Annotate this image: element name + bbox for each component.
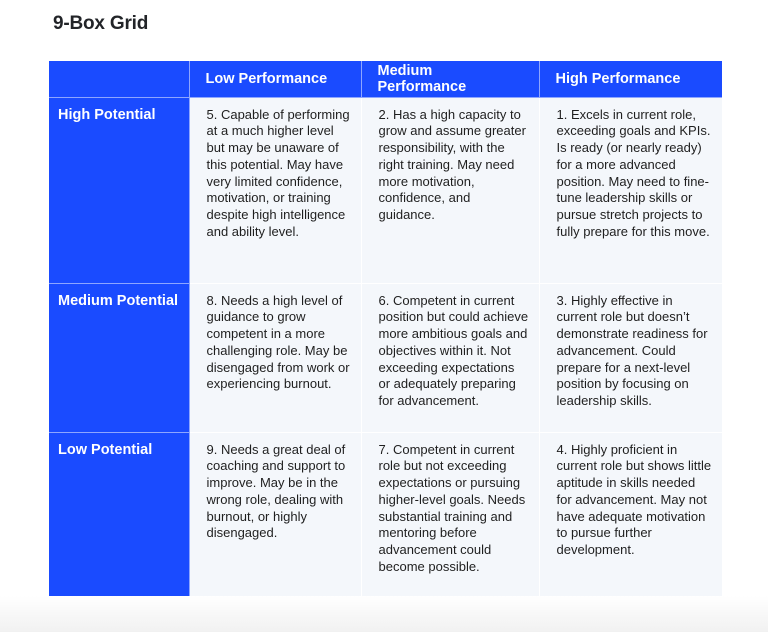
grid-cell-box-7: 7. Competent in current role but not exceeding expectations or pursuing higher-level goals. Needs substantial training and mentoring before advancement could become possible.: [361, 432, 539, 599]
column-header-medium-performance: Medium Performance: [361, 61, 539, 97]
grid-cell-box-5: 5. Capable of performing at a much higher level but may be unaware of this potential. May have very limited confidence, motivation, or training despite high intelligence and ability level.: [189, 97, 361, 283]
page-title: 9-Box Grid: [53, 13, 149, 34]
grid-cell-box-2: 2. Has a high capacity to grow and assume greater responsibility, with the right training. May need more motivation, confidence, and guidance.: [361, 97, 539, 283]
row-header-low-potential: Low Potential: [49, 432, 189, 599]
row-header-medium-potential: Medium Potential: [49, 283, 189, 432]
corner-header-cell: [49, 61, 189, 97]
grid-cell-box-9: 9. Needs a great deal of coaching and support to improve. May be in the wrong role, dealing with burnout, or highly disengaged.: [189, 432, 361, 599]
row-header-high-potential: High Potential: [49, 97, 189, 283]
grid-cell-box-8: 8. Needs a high level of guidance to grow competent in a more challenging role. May be disengaged from work or experiencing burnout.: [189, 283, 361, 432]
table-row-medium-potential: [49, 283, 722, 432]
column-header-low-performance: Low Performance: [189, 61, 361, 97]
nine-box-grid-table: [49, 61, 722, 600]
grid-cell-box-1: 1. Excels in current role, exceeding goals and KPIs. Is ready (or nearly ready) for a more advanced position. May need to fine-tune leadership skills or pursue stretch projects to fully prepare for this move.: [539, 97, 722, 283]
grid-cell-box-3: 3. Highly effective in current role but doesn’t demonstrate readiness for advancement. Could prepare for a next-level position by focusing on leadership skills.: [539, 283, 722, 432]
table-row-low-potential: [49, 432, 722, 599]
header-row: [49, 61, 722, 97]
grid-cell-box-4: 4. Highly proficient in current role but shows little aptitude in skills needed for advancement. May not have adequate motivation to pursue further development.: [539, 432, 722, 599]
page-bottom-edge: [0, 596, 768, 632]
table-row-high-potential: [49, 97, 722, 283]
column-header-high-performance: High Performance: [539, 61, 722, 97]
grid-cell-box-6: 6. Competent in current position but could achieve more ambitious goals and objectives within it. Not exceeding expectations or adequately preparing for advancement.: [361, 283, 539, 432]
